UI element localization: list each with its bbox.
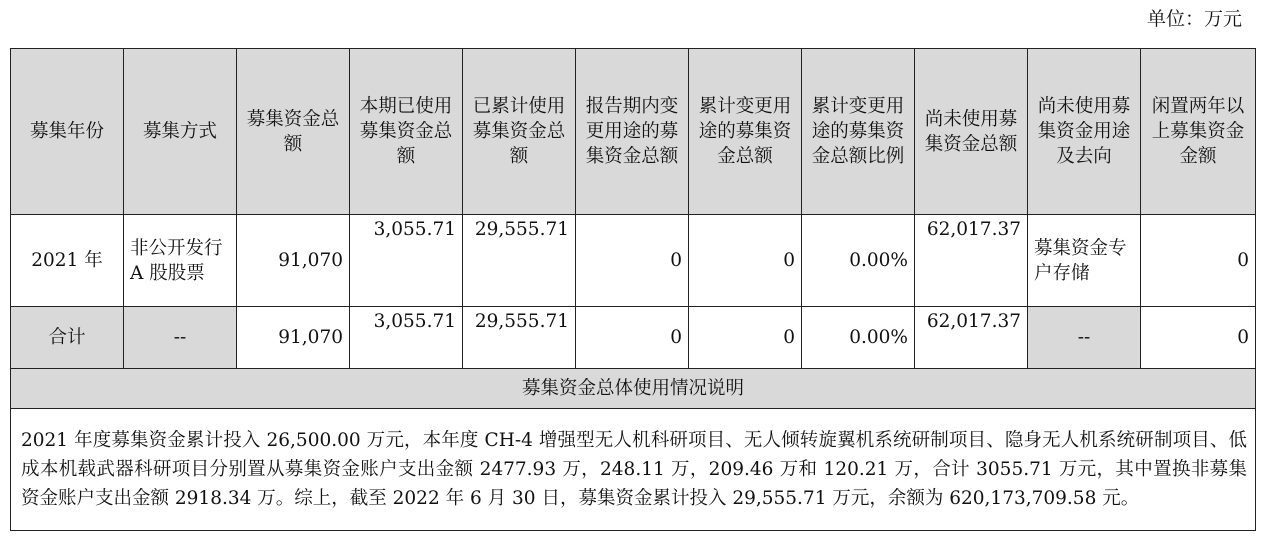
cell-unused-purpose: -- <box>1028 307 1141 369</box>
cell-changed-ratio: 0.00% <box>802 215 915 307</box>
cell-changed-period: 0 <box>576 215 689 307</box>
header-cell-method: 募集方式 <box>124 49 237 215</box>
summary-text-row <box>11 409 1256 531</box>
cell-year: 2021 年 <box>11 215 124 307</box>
cell-unused-total: 62,017.37 <box>915 215 1028 307</box>
cell-total: 91,070 <box>237 307 350 369</box>
cell-unused-total: 62,017.37 <box>915 307 1028 369</box>
cell-used-cumulative: 29,555.71 <box>463 307 576 369</box>
header-cell-unused-purpose: 尚未使用募集资金用途及去向 <box>1028 49 1141 215</box>
header-cell-idle-two-years: 闲置两年以上募集资金金额 <box>1141 49 1256 215</box>
table-row <box>11 215 1256 307</box>
cell-unused-purpose: 募集资金专户存储 <box>1028 215 1141 307</box>
fund-usage-table <box>10 48 1256 531</box>
header-cell-changed-cumulative: 累计变更用途的募集资金总额 <box>689 49 802 215</box>
cell-method: 非公开发行 A 股股票 <box>124 215 237 307</box>
header-cell-total: 募集资金总额 <box>237 49 350 215</box>
cell-used-current: 3,055.71 <box>350 215 463 307</box>
cell-changed-cumulative: 0 <box>689 215 802 307</box>
cell-used-current: 3,055.71 <box>350 307 463 369</box>
summary-text: 2021 年度募集资金累计投入 26,500.00 万元，本年度 CH-4 增强型无人机科研项目、无人倾转旋翼机系统研制项目、隐身无人机系统研制项目、低成本机载武器科研项目分别置从募集资金账户支出金额 2477.93 万，248.11 万，209.46 万和 120.21 万，合计 3055.71 万元，其中置换非募集资金账户支出金额 2918.34 万。综上，截至 2022 年 6 月 30 日，募集资金累计投入 29,555.71 万元，余额为 620,173,709.58 元。 <box>11 409 1256 531</box>
header-cell-used-cumulative: 已累计使用募集资金总额 <box>463 49 576 215</box>
cell-idle-two-years: 0 <box>1141 307 1256 369</box>
unit-label: 单位：万元 <box>1146 8 1242 30</box>
header-cell-unused-total: 尚未使用募集资金总额 <box>915 49 1028 215</box>
summary-title-row <box>11 369 1256 409</box>
table-row-total <box>11 307 1256 369</box>
header-cell-changed-period: 报告期内变更用途的募集资金总额 <box>576 49 689 215</box>
cell-total: 91,070 <box>237 215 350 307</box>
cell-changed-period: 0 <box>576 307 689 369</box>
header-cell-changed-ratio: 累计变更用途的募集资金总额比例 <box>802 49 915 215</box>
cell-idle-two-years: 0 <box>1141 215 1256 307</box>
cell-changed-cumulative: 0 <box>689 307 802 369</box>
cell-method: -- <box>124 307 237 369</box>
cell-year: 合计 <box>11 307 124 369</box>
header-row <box>11 49 1256 215</box>
summary-title: 募集资金总体使用情况说明 <box>11 369 1256 409</box>
cell-used-cumulative: 29,555.71 <box>463 215 576 307</box>
cell-changed-ratio: 0.00% <box>802 307 915 369</box>
header-cell-year: 募集年份 <box>11 49 124 215</box>
header-cell-used-current: 本期已使用募集资金总额 <box>350 49 463 215</box>
